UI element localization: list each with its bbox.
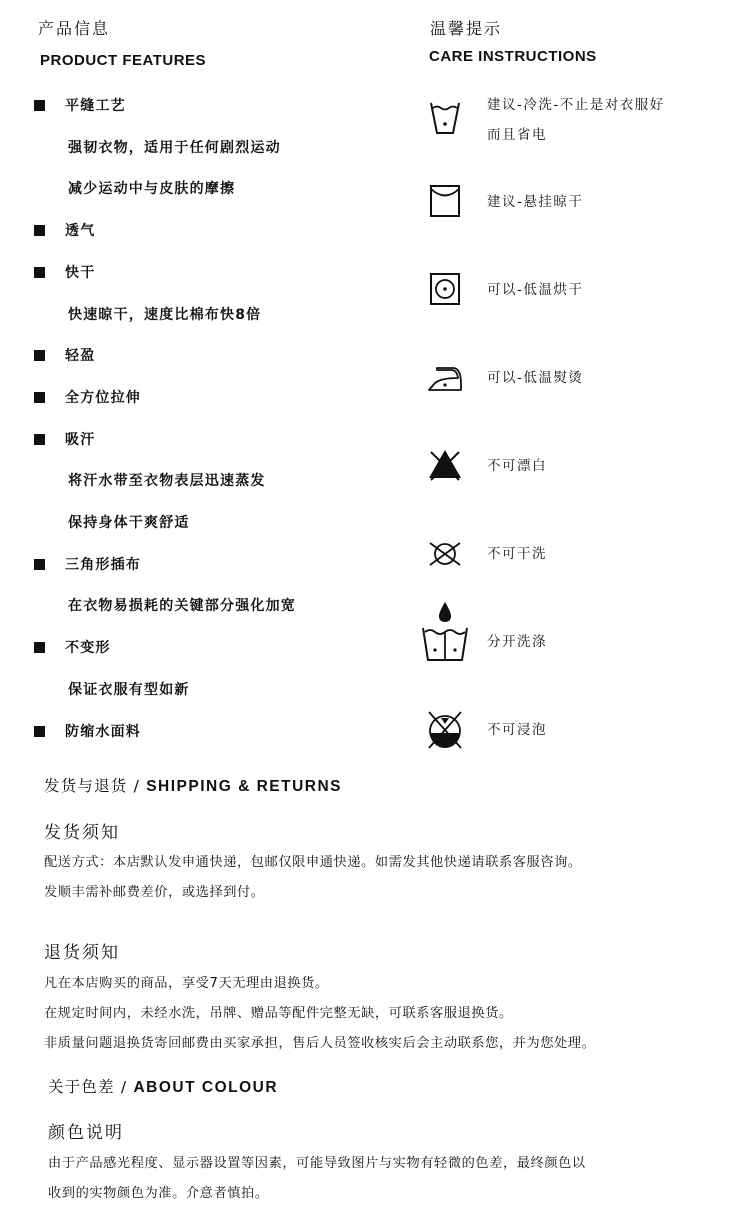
care-label-line-dry: 建议-悬挂晾干 — [487, 194, 584, 210]
feature-item — [34, 637, 111, 657]
no-bleach-icon — [427, 446, 463, 482]
bullet-square-icon — [34, 392, 45, 403]
no-dry-clean-icon — [427, 536, 463, 572]
features-title-cn: 产品信息 — [38, 19, 111, 38]
returns-line: 凡在本店购买的商品，享受7天无理由退换货。 — [44, 976, 329, 991]
feature-item — [34, 554, 141, 574]
colour-line: 收到的实物颜色为准。介意者慎拍。 — [48, 1186, 269, 1201]
care-label-wash-separately: 分开洗涤 — [487, 634, 547, 650]
care-label-iron: 可以-低温熨烫 — [487, 370, 584, 386]
feature-detail — [68, 470, 266, 490]
feature-text: 不变形 — [65, 640, 111, 657]
feature-item — [34, 721, 141, 741]
feature-text: 平缝工艺 — [65, 98, 126, 114]
feature-item — [34, 387, 141, 407]
cold-wash-icon — [427, 100, 463, 136]
bullet-square-icon — [34, 225, 45, 236]
feature-text: 保证衣服有型如新 — [68, 681, 190, 698]
care-label-tumble-dry: 可以-低温烘干 — [487, 282, 584, 298]
feature-text: 吸汗 — [65, 431, 96, 448]
feature-item — [34, 429, 95, 449]
care-title-en: CARE INSTRUCTIONS — [429, 48, 597, 65]
feature-text: 减少运动中与皮肤的摩擦 — [68, 181, 236, 198]
bullet-square-icon — [34, 559, 45, 570]
feature-text: 在衣物易损耗的关键部分强化加宽 — [68, 598, 296, 615]
returns-title: 退货须知 — [44, 943, 120, 963]
colour-line: 由于产品感光程度、显示器设置等因素，可能导致图片与实物有轻微的色差，最终颜色以 — [48, 1156, 586, 1171]
feature-item — [34, 95, 126, 115]
feature-text: 三角形插布 — [65, 556, 141, 573]
feature-item — [34, 262, 95, 282]
returns-line: 非质量问题退换货寄回邮费由买家承担，售后人员签收核实后会主动联系您，并为您处理。 — [44, 1036, 596, 1051]
feature-text: 轻盈 — [65, 348, 96, 365]
iron-low-icon — [427, 360, 463, 396]
returns-line: 在规定时间内，未经水洗，吊牌、赠品等配件完整无缺，可联系客服退换货。 — [44, 1006, 513, 1021]
feature-text: 快速晾干，速度比棉布快8倍 — [68, 306, 262, 323]
feature-text: 强韧衣物，适用于任何剧烈运动 — [68, 139, 281, 156]
bullet-square-icon — [34, 267, 45, 278]
colour-title: 颜色说明 — [48, 1123, 124, 1143]
feature-item — [34, 345, 95, 365]
tumble-dry-low-icon — [427, 272, 463, 308]
feature-detail — [68, 304, 261, 324]
no-soak-icon — [425, 708, 465, 750]
care-label-no-soak: 不可浸泡 — [487, 722, 547, 738]
line-dry-icon — [427, 184, 463, 220]
delivery-title: 发货须知 — [44, 823, 120, 843]
feature-detail — [68, 595, 296, 615]
care-label-no-bleach: 不可漂白 — [487, 458, 547, 474]
delivery-line: 发顺丰需补邮费差价，或选择到付。 — [44, 885, 265, 900]
features-title-en: PRODUCT FEATURES — [40, 52, 207, 69]
care-label-no-dry-clean: 不可干洗 — [487, 546, 547, 562]
feature-text: 全方位拉伸 — [65, 389, 141, 406]
colour-heading: 关于色差 / ABOUT COLOUR — [48, 1078, 279, 1096]
bullet-square-icon — [34, 350, 45, 361]
feature-detail — [68, 137, 281, 157]
feature-text: 透气 — [65, 223, 96, 240]
bullet-square-icon — [34, 434, 45, 445]
feature-text: 将汗水带至衣物表层迅速蒸发 — [68, 473, 266, 490]
feature-text: 防缩水面料 — [65, 723, 141, 740]
bullet-square-icon — [34, 100, 45, 111]
delivery-line: 配送方式：本店默认发申通快递，包邮仅限申通快递。如需发其他快递请联系客服咨询。 — [44, 855, 582, 870]
bullet-square-icon — [34, 726, 45, 737]
feature-detail — [68, 512, 190, 532]
feature-detail — [68, 679, 190, 699]
feature-item — [34, 220, 95, 240]
shipping-heading: 发货与退货 / SHIPPING & RETURNS — [44, 777, 342, 795]
care-title-cn: 温馨提示 — [430, 19, 503, 38]
bullet-square-icon — [34, 642, 45, 653]
feature-text: 快干 — [65, 264, 96, 281]
feature-detail — [68, 178, 235, 198]
care-label-cold-wash: 建议-冷洗-不止是对衣服好 而且省电 — [487, 97, 665, 143]
wash-separately-icon — [420, 600, 470, 664]
feature-text: 保持身体干爽舒适 — [68, 515, 190, 531]
